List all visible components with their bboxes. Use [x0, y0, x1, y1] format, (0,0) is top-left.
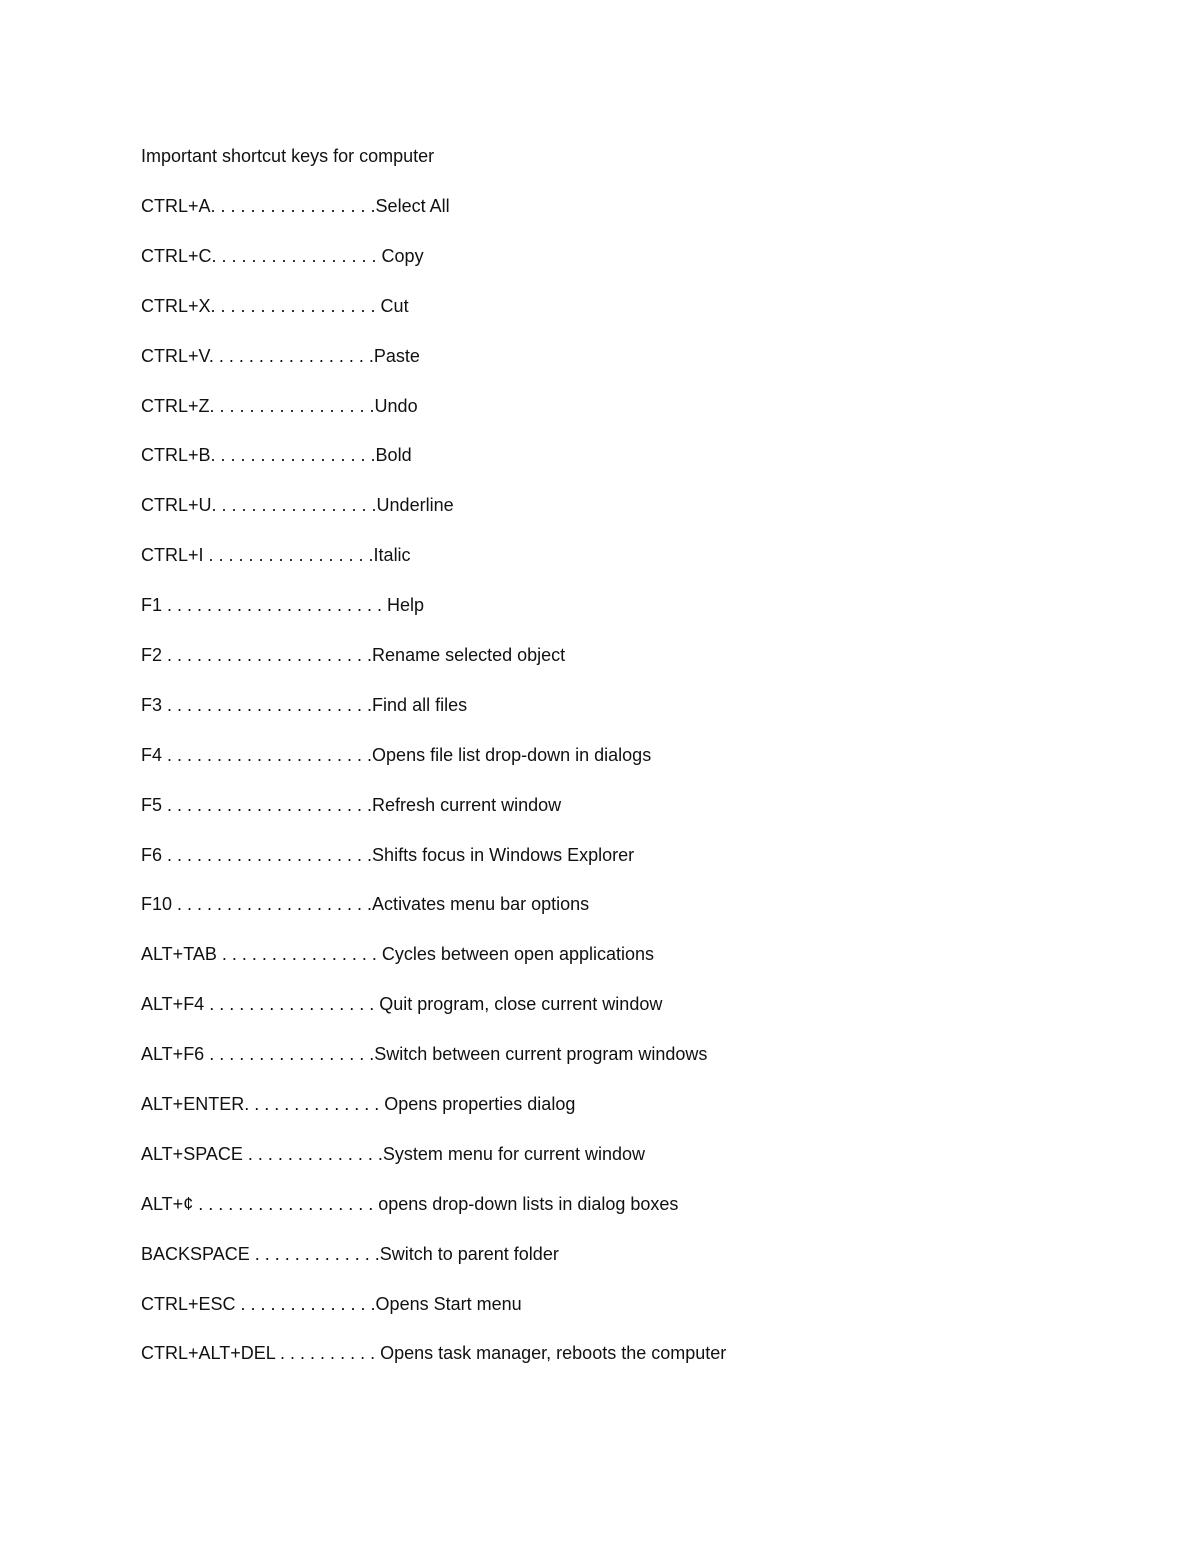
shortcut-line: F3 . . . . . . . . . . . . . . . . . . . . .Find all files: [141, 694, 468, 715]
shortcut-line: F2 . . . . . . . . . . . . . . . . . . . . .Rename selected object: [141, 645, 566, 666]
shortcut-line: F5 . . . . . . . . . . . . . . . . . . . . .Refresh current window: [141, 794, 562, 815]
shortcut-line: CTRL+ESC . . . . . . . . . . . . . .Opens Start menu: [141, 1293, 522, 1314]
shortcut-line: ALT+¢ . . . . . . . . . . . . . . . . . . opens drop-down lists in dialog boxes: [141, 1193, 679, 1214]
shortcut-line: CTRL+I . . . . . . . . . . . . . . . . .Italic: [141, 545, 411, 566]
shortcut-line: F1 . . . . . . . . . . . . . . . . . . . . . . Help: [141, 595, 425, 616]
shortcut-line: CTRL+U. . . . . . . . . . . . . . . . .Underline: [141, 495, 454, 516]
shortcut-line: CTRL+X. . . . . . . . . . . . . . . . . Cut: [141, 295, 409, 316]
document-title: Important shortcut keys for computer: [141, 146, 435, 166]
shortcut-line: ALT+SPACE . . . . . . . . . . . . . .System menu for current window: [141, 1143, 645, 1164]
shortcut-line: ALT+TAB . . . . . . . . . . . . . . . . Cycles between open applications: [141, 944, 655, 965]
shortcut-line: CTRL+B. . . . . . . . . . . . . . . . .Bold: [141, 445, 412, 466]
shortcut-line: CTRL+ALT+DEL . . . . . . . . . . Opens task manager, reboots the computer: [141, 1343, 727, 1364]
shortcut-line: F4 . . . . . . . . . . . . . . . . . . . . .Opens file list drop-down in dialogs: [141, 744, 652, 765]
shortcut-line: F6 . . . . . . . . . . . . . . . . . . . . .Shifts focus in Windows Explorer: [141, 844, 635, 865]
shortcut-line: F10 . . . . . . . . . . . . . . . . . . . .Activates menu bar options: [141, 894, 590, 915]
shortcut-line: BACKSPACE . . . . . . . . . . . . .Switch to parent folder: [141, 1243, 559, 1264]
shortcut-line: CTRL+C. . . . . . . . . . . . . . . . . Copy: [141, 245, 424, 266]
document-body: [141, 143, 1041, 1390]
shortcut-line: ALT+F6 . . . . . . . . . . . . . . . . .Switch between current program windows: [141, 1044, 708, 1065]
shortcut-line: CTRL+V. . . . . . . . . . . . . . . . .Paste: [141, 345, 420, 366]
shortcut-line: ALT+F4 . . . . . . . . . . . . . . . . . Quit program, close current window: [141, 994, 663, 1015]
shortcut-line: CTRL+Z. . . . . . . . . . . . . . . . .Undo: [141, 395, 418, 416]
shortcut-line: CTRL+A. . . . . . . . . . . . . . . . .Select All: [141, 196, 450, 216]
shortcut-line: ALT+ENTER. . . . . . . . . . . . . . Opens properties dialog: [141, 1094, 576, 1115]
